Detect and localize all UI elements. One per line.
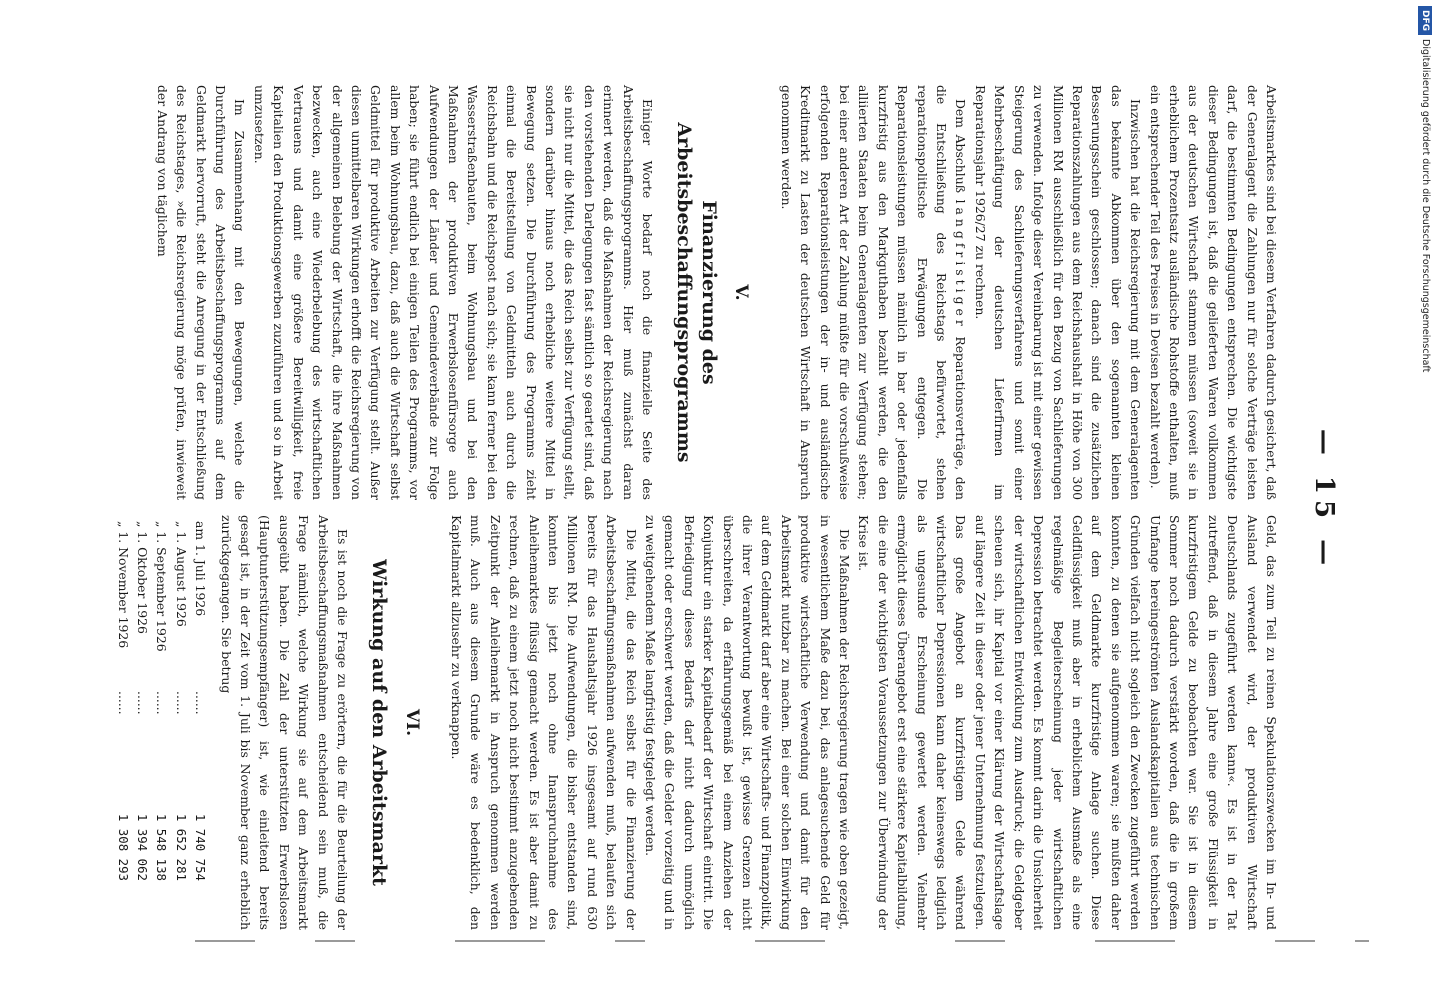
table-row bbox=[191, 521, 210, 930]
scan-mark bbox=[955, 940, 1005, 942]
document-page bbox=[57, 50, 1377, 950]
text-fragment: Reparationsverträge, den die Entschließung des Reichstags befürwortet, stehen reparationspolitische Erwägungen entgegen. Die Reparationsleistungen müssen nämlich in bar oder jedenfalls kurzfristig aus den Markguthaben bezahlt werden, die den alliierten Staaten beim Generalagenten zur Verfügung stehen; bei einer anderen Art der Zahlung müßte für die vorschußweise erfolgenden Reparationsleistungen der in- und ausländische Kreditmarkt zu Lasten der deutschen Wirtschaft in Anspruch genommen werden. bbox=[778, 85, 969, 500]
scan-mark bbox=[1275, 940, 1315, 942]
digitization-credit bbox=[1418, 6, 1432, 396]
page-number: — 15 — bbox=[1309, 428, 1339, 572]
table-cell-date: „ 1. Oktober 1926 bbox=[135, 521, 151, 634]
table-row bbox=[133, 521, 152, 930]
table-row bbox=[113, 521, 132, 930]
table-leader-dots: ...... bbox=[154, 691, 170, 715]
dfg-logo: DFG bbox=[1418, 6, 1432, 35]
scan-mark bbox=[1095, 940, 1175, 942]
paragraph: Inzwischen hat die Reichsregierung mit dem Generalagenten das bekannte Abkommen über den sogenannten kleinen Besserungsschein geschlossen; danach sind die zusätzlichen Reparationszahlungen aus dem Reichshaushalt in Höhe von 300 Millionen RM ausschließlich für den Bezug von Sachlieferungen zu verwenden. Infolge dieser Vereinbarung ist mit einer gewissen Steigerung des Sachlieferungsverfahrens und somit einer Mehrbeschäftigung der deutschen Lieferfirmen im Reparationsjahr 1926/27 zu rechnen. bbox=[972, 85, 1144, 500]
table-leader-dots: ...... bbox=[135, 691, 151, 715]
table-cell-value: 1 308 293 bbox=[115, 813, 131, 881]
paragraph: Geld, das zum Teil zu reinen Spekulationszwecken im In- und Ausland verwendet wird, der produktiven Wirtschaft Deutschlands zugeführt werden kann«. Es ist in der Tat zutreffend, daß in diesem Jahre eine große Flüssigkeit in kurzfristigem Gelde zu beobachten war. Sie ist in diesem Sommer noch dadurch verstärkt worden, daß die in großem Umfange hereingeströmten Auslandskapitalien aus technischen Gründen vielfach nicht sogleich den Zwecken zugeführt werden konnten, zu denen sie aufgenommen waren; sie mußten daher auf dem Geldmarkte kurzfristige Anlage suchen. Diese Geldflüssigkeit muß aber in erheblichem Ausmaße als eine regelmäßige Begleiterscheinung jeder wirtschaftlichen Depression betrachtet werden. Es kommt darin die Unsicherheit der wirtschaftlichen Entwicklung zum Ausdruck; die Geldgeber scheuen sich, ihr Kapital vor einer Klärung der Wirtschaftslage auf längere Zeit in dieser oder jener Unternehmung festzulegen. Das große Angebot an kurzfristigem Gelde während wirtschaftlicher Depressionen kann daher keineswegs lediglich als ungesunde Erscheinung gewertet werden. Vielmehr ermöglicht dieses Überangebot erst eine stärkere Kapitalbildung, die eine der wichtigsten Voraussetzungen zur Überwindung der Krise ist. bbox=[856, 515, 1279, 930]
section-title: Finanzierung des Arbeitsbeschaffungsprogramms bbox=[673, 122, 721, 463]
table-leader-dots: ...... bbox=[115, 691, 131, 715]
paragraph: Arbeitsmarktes sind bei diesem Verfahren dadurch gesichert, daß der Generalagent die Zahlungen nur für solche Verträge leisten darf, die bestimmten Bedingungen entsprechen. Die wichtigste dieser Bedingungen ist, daß die gelieferten Waren vollkommen aus der deutschen Wirtschaft stammen müssen (soweit sie in erheblichem Prozentsatz ausländische Rohstoffe enthalten, muß ein entsprechender Teil des Preises in Devisen bezahlt werden). bbox=[1147, 85, 1279, 500]
table-cell-value: 1 394 062 bbox=[135, 813, 151, 881]
section-number: VI. bbox=[401, 708, 422, 737]
scan-mark bbox=[195, 940, 255, 942]
paragraph: Im Zusammenhang mit den Bewegungen, welche die Durchführung des Arbeitsbeschaffungsprogramms auf dem Geldmarkt hervorruft, steht die Anregung in der Entschließung des Reichstages, »die Reichsregierung möge prüfen, inwieweit der Andrang von täglichem bbox=[154, 85, 248, 500]
credit-text: Digitalisierung gefördert durch die Deutsche Forschungsgemeinschaft bbox=[1420, 39, 1431, 373]
table-cell-value: 1 740 754 bbox=[193, 813, 209, 881]
paragraph: Die Mittel, die das Reich selbst für die Finanzierung der Arbeitsbeschaffungsmaßnahmen aufwenden muß, belaufen sich bereits für das Haushaltsjahr 1926 insgesamt auf rund 630 Millionen RM. Die Aufwendungen, die bisher entstanden sind, konnten bis jetzt noch ohne Inanspruchnahme des Anleihemarktes flüssig gemacht werden. Es ist aber damit zu rechnen, daß zu einem jetzt noch nicht bestimmt anzugebenden Zeitpunkt der Anleihemarkt in Anspruch genommen werden muß. Auch aus diesem Grunde wäre es bedenklich, den Kapitalmarkt allzusehr zu verknappen. bbox=[448, 515, 639, 930]
unemployment-table bbox=[113, 521, 210, 930]
table-row bbox=[171, 521, 190, 930]
paragraph: Einiger Worte bedarf noch die finanzielle Seite des Arbeitsbeschaffungsprogramms. Hier muß zunächst daran erinnert werden, daß die Maßnahmen der Reichsregierung nach den vorstehenden Darlegungen fast sämtlich so geartet sind, daß sie nicht nur die Mittel, die das Reich selbst zur Verfügung stellt, sondern darüber hinaus noch erhebliche weitere Mittel in Bewegung setzen. Die Durchführung des Programms zieht einmal die Bereitstellung von Geldmitteln auch durch die Reichsbahn und die Reichspost nach sich; sie kann ferner bei den Wasserstraßenbauten, beim Wohnungsbau und bei den Maßnahmen der produktiven Erwerbslosenfürsorge auch Aufwendungen der Länder und Gemeindeverbände zur Folge haben; sie führt endlich bei einigen Teilen des Programms, vor allem beim Wohnungsbau, dazu, daß auch die Wirtschaft selbst Geldmittel für produktive Arbeiten zur Verfügung stellt. Außer diesen unmittelbaren Wirkungen erhofft die Reichsregierung von der allgemeinen Belebung der Wirtschaft, die ihre Maßnahmen bezwecken, auch eine Wiederbelebung des wirtschaftlichen Vertrauens und damit eine größere Bereitwilligkeit, freie Kapitalien den Produktionsgewerben zuzuführen und so in Arbeit umzusetzen. bbox=[251, 85, 656, 500]
table-cell-date: „ 1. September 1926 bbox=[154, 521, 170, 652]
table-leader-dots: ...... bbox=[193, 691, 209, 715]
paragraph: Es ist noch die Frage zu erörtern, die für die Beurteilung der Arbeitsbeschaffungsmaßnahmen entscheidend sein muß, die Frage nämlich, welche Wirkung sie auf dem Arbeitsmarkt ausgeübt haben. Die Zahl der unterstützten Erwerbslosen (Hauptunterstützungsempfänger) ist, wie einleitend bereits gesagt ist, in der Zeit vom 1. Juli bis November ganz erheblich zurückgegangen. Sie betrug bbox=[218, 515, 351, 930]
scan-mark bbox=[755, 940, 825, 942]
scan-mark bbox=[615, 940, 645, 942]
scan-mark bbox=[455, 940, 545, 942]
scan-mark bbox=[1355, 940, 1369, 942]
table-cell-date: „ 1. August 1926 bbox=[173, 521, 189, 627]
table-cell-value: 1 652 281 bbox=[173, 813, 189, 881]
scan-mark bbox=[315, 940, 355, 942]
table-cell-date: am 1. Juli 1926 bbox=[193, 521, 209, 617]
table-cell-value: 1 548 138 bbox=[154, 813, 170, 881]
scan-edge-marks bbox=[195, 934, 1395, 954]
table-row bbox=[152, 521, 171, 930]
right-column bbox=[113, 515, 1281, 930]
paragraph: Die Maßnahmen der Reichsregierung tragen wie oben gezeigt, in wesentlichem Maße dazu bei, das anlagesuchende Geld für produktive wirtschaftliche Verwendung und damit für den Arbeitsmarkt nutzbar zu machen. Bei einer solchen Einwirkung auf dem Geldmarkt darf aber eine Wirtschafts- und Finanzpolitik, die ihrer Verantwortung bewußt ist, gewisse Grenzen nicht überschreiten, da erfahrungsgemäß bei einem Anziehen der Konjunktur ein starker Kapitalbedarf der Wirtschaft eintritt. Die Befriedigung dieses Bedarfs darf nicht dadurch unmöglich gemacht oder erschwert werden, daß die Gelder vorzeitig und in zu weitgehendem Maße langfristig festgelegt werden. bbox=[643, 515, 853, 930]
paragraph bbox=[776, 85, 970, 500]
table-leader-dots: ...... bbox=[173, 691, 189, 715]
emphasized-word: langfristiger bbox=[953, 199, 969, 330]
section-title: Wirkung auf den Arbeitsmarkt bbox=[368, 559, 391, 886]
table-cell-date: „ 1. November 1926 bbox=[115, 521, 131, 649]
text-fragment: Dem Abschluß bbox=[953, 99, 969, 193]
section-number: V. bbox=[731, 284, 752, 301]
left-column bbox=[152, 85, 1281, 500]
